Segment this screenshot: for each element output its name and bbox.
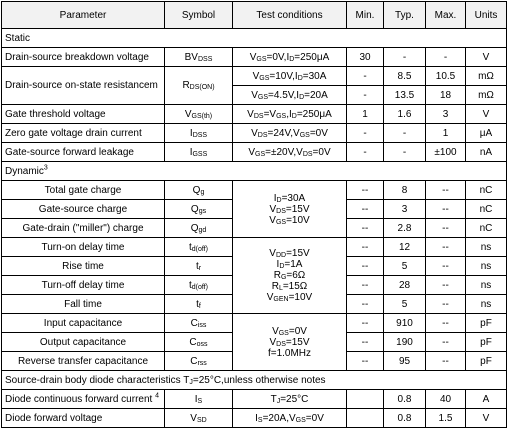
- max-idss: 1: [426, 124, 466, 143]
- symbol-tf: $t_f$: [165, 295, 233, 314]
- param-qg: Total gate charge: [2, 181, 165, 200]
- param-qgs: Gate-source charge: [2, 200, 165, 219]
- typ-bvdss: -: [384, 48, 426, 67]
- unit-qgd: nC: [466, 219, 507, 238]
- condition-vsd: $I_S=20A,V_{GS}=0V$: [233, 409, 347, 428]
- typ-is: 0.8: [384, 390, 426, 409]
- symbol-qgs: $Q_{gs}$: [165, 200, 233, 219]
- max-qgd: --: [426, 219, 466, 238]
- typ-qg: 8: [384, 181, 426, 200]
- max-crss: --: [426, 352, 466, 371]
- param-qgd: Gate-drain ("miller") charge: [2, 219, 165, 238]
- condition-switching: $V_{DD}=15V$ $I_D=1A$ $R_G=6\Omega$ $R_L=15\Omega$ $V_{GEN}=10V$: [233, 238, 347, 314]
- condition-capacitance: $V_{GS}=0V$ $V_{DS}=15V$ f=1.0MHz: [233, 314, 347, 371]
- table-row: [2, 238, 507, 257]
- header-typ: Typ.: [384, 2, 426, 29]
- unit-vth: V: [466, 105, 507, 124]
- max-tdoff: --: [426, 276, 466, 295]
- param-tf: Fall time: [2, 295, 165, 314]
- param-rdson: Drain-source on-state resistancem: [2, 67, 165, 105]
- max-ciss: --: [426, 314, 466, 333]
- symbol-igss: $I_{GSS}$: [165, 143, 233, 162]
- typ-rdson-2: 13.5: [384, 86, 426, 105]
- min-coss: --: [347, 333, 384, 352]
- typ-vth: 1.6: [384, 105, 426, 124]
- min-rdson-2: -: [347, 86, 384, 105]
- min-rdson-1: -: [347, 67, 384, 86]
- section-row-diode: [2, 371, 507, 390]
- section-static: Static: [2, 29, 507, 48]
- condition-vth: $V_{DS}=V_{GS},I_D=250\mu A$: [233, 105, 347, 124]
- max-qg: --: [426, 181, 466, 200]
- max-coss: --: [426, 333, 466, 352]
- unit-qgs: nC: [466, 200, 507, 219]
- max-tr: --: [426, 257, 466, 276]
- typ-coss: 190: [384, 333, 426, 352]
- param-vth: Gate threshold voltage: [2, 105, 165, 124]
- typ-ciss: 910: [384, 314, 426, 333]
- header-row: [2, 2, 507, 29]
- symbol-tr: $t_r$: [165, 257, 233, 276]
- symbol-qg: $Q_g$: [165, 181, 233, 200]
- typ-qgs: 3: [384, 200, 426, 219]
- max-qgs: --: [426, 200, 466, 219]
- param-coss: Output capacitance: [2, 333, 165, 352]
- symbol-tdon: $t_{d(off)}$: [165, 238, 233, 257]
- unit-idss: μA: [466, 124, 507, 143]
- symbol-bvdss: $BV_{DSS}$: [165, 48, 233, 67]
- unit-tdoff: ns: [466, 276, 507, 295]
- symbol-coss: $C_{oss}$: [165, 333, 233, 352]
- max-tdon: --: [426, 238, 466, 257]
- typ-idss: -: [384, 124, 426, 143]
- table-row: [2, 314, 507, 333]
- min-qgs: --: [347, 200, 384, 219]
- min-idss: -: [347, 124, 384, 143]
- min-vsd: [347, 409, 384, 428]
- max-bvdss: -: [426, 48, 466, 67]
- condition-idss: $V_{DS}=24V,V_{GS}=0V$: [233, 124, 347, 143]
- min-tdon: --: [347, 238, 384, 257]
- section-row-static: [2, 29, 507, 48]
- condition-rdson-2: $V_{GS}=4.5V,I_D=20A$: [233, 86, 347, 105]
- param-vsd: Diode forward voltage: [2, 409, 165, 428]
- table-row: [2, 124, 507, 143]
- symbol-idss: $I_{DSS}$: [165, 124, 233, 143]
- condition-igss: $V_{GS}=\pm 20V,V_{DS}=0V$: [233, 143, 347, 162]
- unit-bvdss: V: [466, 48, 507, 67]
- param-is: Diode continuous forward current $^4$: [2, 390, 165, 409]
- electrical-characteristics-table: [1, 1, 507, 428]
- unit-ciss: pF: [466, 314, 507, 333]
- symbol-vsd: $V_{SD}$: [165, 409, 233, 428]
- table-row: [2, 181, 507, 200]
- param-tr: Rise time: [2, 257, 165, 276]
- symbol-qgd: $Q_{gd}$: [165, 219, 233, 238]
- condition-gate-charge: $I_D=30A$ $V_{DS}=15V$ $V_{GS}=10V$: [233, 181, 347, 238]
- unit-crss: pF: [466, 352, 507, 371]
- param-ciss: Input capacitance: [2, 314, 165, 333]
- symbol-vth: $V_{GS(th)}$: [165, 105, 233, 124]
- param-idss: Zero gate voltage drain current: [2, 124, 165, 143]
- condition-bvdss: $V_{GS}=0V,I_D=250\mu A$: [233, 48, 347, 67]
- section-row-dynamic: [2, 162, 507, 181]
- min-tdoff: --: [347, 276, 384, 295]
- unit-igss: nA: [466, 143, 507, 162]
- max-is: 40: [426, 390, 466, 409]
- symbol-ciss: $C_{iss}$: [165, 314, 233, 333]
- unit-rdson-2: mΩ: [466, 86, 507, 105]
- min-is: [347, 390, 384, 409]
- typ-tr: 5: [384, 257, 426, 276]
- min-crss: --: [347, 352, 384, 371]
- header-max: Max.: [426, 2, 466, 29]
- section-diode: Source-drain body diode characteristics $T_J=25^\circ C,unless$ otherwise notes: [2, 371, 507, 390]
- param-igss: Gate-source forward leakage: [2, 143, 165, 162]
- symbol-crss: $C_{rss}$: [165, 352, 233, 371]
- typ-vsd: 0.8: [384, 409, 426, 428]
- param-tdoff: Turn-off delay time: [2, 276, 165, 295]
- header-parameter: Parameter: [2, 2, 165, 29]
- table-row: [2, 105, 507, 124]
- unit-rdson-1: mΩ: [466, 67, 507, 86]
- condition-is: $T_J=25^\circ C$: [233, 390, 347, 409]
- max-vsd: 1.5: [426, 409, 466, 428]
- table-row: [2, 67, 507, 86]
- param-crss: Reverse transfer capacitance: [2, 352, 165, 371]
- max-igss: ±100: [426, 143, 466, 162]
- param-tdon: Turn-on delay time: [2, 238, 165, 257]
- table-row: [2, 143, 507, 162]
- min-bvdss: 30: [347, 48, 384, 67]
- typ-tdoff: 28: [384, 276, 426, 295]
- unit-tf: ns: [466, 295, 507, 314]
- table-row: [2, 48, 507, 67]
- condition-rdson-1: $V_{GS}=10V,I_D=30A$: [233, 67, 347, 86]
- max-tf: --: [426, 295, 466, 314]
- max-rdson-1: 10.5: [426, 67, 466, 86]
- param-bvdss: Drain-source breakdown voltage: [2, 48, 165, 67]
- header-symbol: Symbol: [165, 2, 233, 29]
- min-qgd: --: [347, 219, 384, 238]
- table-row: [2, 390, 507, 409]
- typ-igss: -: [384, 143, 426, 162]
- min-qg: --: [347, 181, 384, 200]
- unit-qg: nC: [466, 181, 507, 200]
- header-min: Min.: [347, 2, 384, 29]
- unit-coss: pF: [466, 333, 507, 352]
- min-vth: 1: [347, 105, 384, 124]
- unit-tdon: ns: [466, 238, 507, 257]
- max-rdson-2: 18: [426, 86, 466, 105]
- typ-crss: 95: [384, 352, 426, 371]
- typ-tf: 5: [384, 295, 426, 314]
- section-dynamic: Dynamic$^3$: [2, 162, 507, 181]
- table-row: [2, 409, 507, 428]
- unit-is: A: [466, 390, 507, 409]
- min-tr: --: [347, 257, 384, 276]
- symbol-is: $I_S$: [165, 390, 233, 409]
- typ-rdson-1: 8.5: [384, 67, 426, 86]
- typ-tdon: 12: [384, 238, 426, 257]
- unit-tr: ns: [466, 257, 507, 276]
- min-igss: -: [347, 143, 384, 162]
- header-units: Units: [466, 2, 507, 29]
- symbol-tdoff: $t_{d(off)}$: [165, 276, 233, 295]
- max-vth: 3: [426, 105, 466, 124]
- typ-qgd: 2.8: [384, 219, 426, 238]
- symbol-rdson: $R_{DS(ON)}$: [165, 67, 233, 105]
- unit-vsd: V: [466, 409, 507, 428]
- header-test-conditions: Test conditions: [233, 2, 347, 29]
- min-ciss: --: [347, 314, 384, 333]
- min-tf: --: [347, 295, 384, 314]
